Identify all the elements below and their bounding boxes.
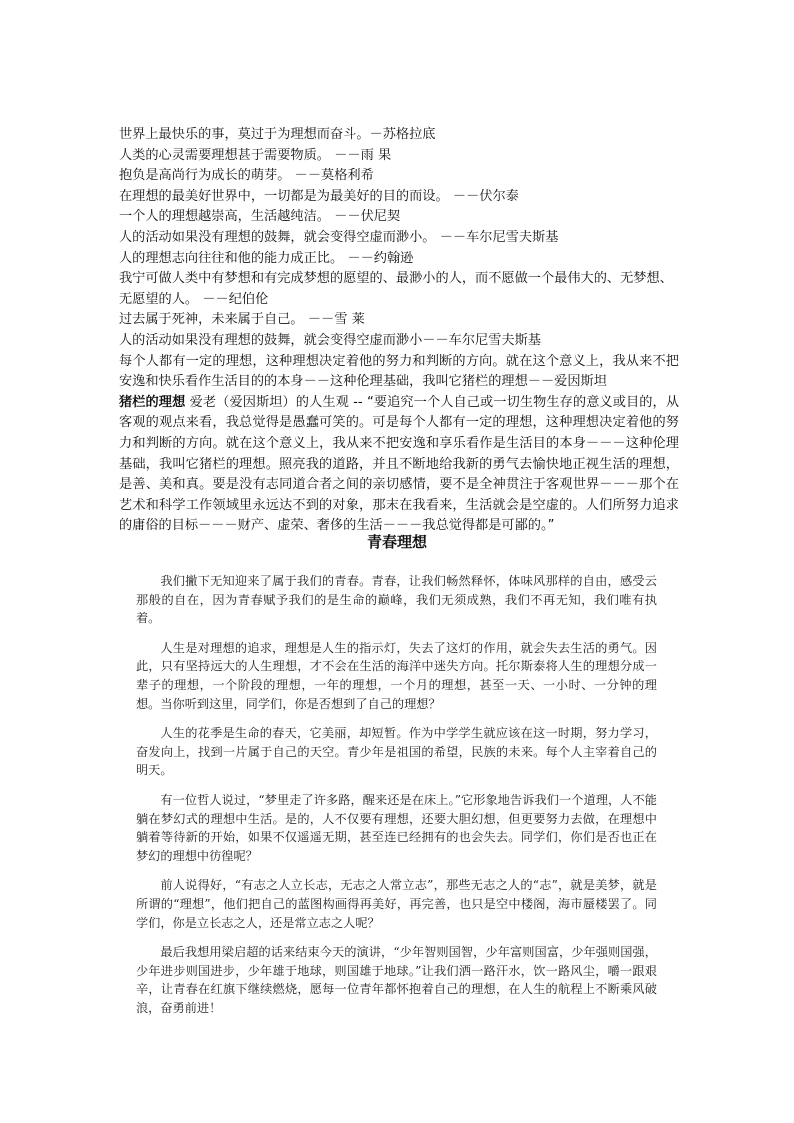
quote-line: 人的活动如果没有理想的鼓舞，就会变得空虚而渺小。 －－车尔尼雪夫斯基 bbox=[119, 229, 559, 245]
essay-paragraph: 人生是对理想的追求，理想是人生的指示灯，失去了这灯的作用，就会失去生活的勇气。因此，只有坚持远大的人生理想，才不会在生活的海洋中迷失方向。托尔斯泰将人生的理想分成一辈子的理想，一个阶段的理想，一年的理想，一个月的理想，甚至一天、一小时、一分钟的理想。当你听到这里，同学们，你是否想到了自己的理想？ bbox=[136, 640, 657, 711]
essay-paragraph: 有一位哲人说过，“梦里走了许多路，醒来还是在床上。”它形象地告诉我们一个道理，人不能躺在梦幻式的理想中生活。是的，人不仅要有理想，还要大胆幻想，但更要努力去做，在理想中躺着等待新的开始，如果不仅遥遥无期，甚至连已经拥有的也会失去。同学们，你们是否也正在梦幻的理想中彷徨呢？ bbox=[136, 792, 657, 863]
quote-line: 我宁可做人类中有梦想和有完成梦想的愿望的、最渺小的人，而不愿做一个最伟大的、无梦想、无愿望的人。 －－纪伯伦 bbox=[119, 271, 673, 307]
einstein-paragraph bbox=[119, 393, 679, 537]
quote-line: 人类的心灵需要理想甚于需要物质。 －－雨 果 bbox=[119, 147, 392, 163]
quote-line: 人的活动如果没有理想的鼓舞，就会变得空虚而渺小－－车尔尼雪夫斯基 bbox=[119, 332, 541, 348]
einstein-text: 爱老（爱因斯坦）的人生观 -- “要追究一个人自己或一切生物生存的意义或目的，从客观的观点来看，我总觉得是愚蠢可笑的。可是每个人都有一定的理想，这种理想决定着他的努力和判断的方向。就在这个意义上，我从来不把安逸和享乐看作是生活目的本身－－－这种伦理基础，我叫它猪栏的理想。照亮我的道路，并且不断地给我新的勇气去愉快地正视生活的理想，是善、美和真。要是没有志同道合者之间的亲切感情，要不是全神贯注于客观世界－－－那个在艺术和科学工作领域里永远达不到的对象，那末在我看来，生活就会是空虚的。人们所努力追求的庸俗的目标－－－财产、虚荣、奢侈的生活－－－我总觉得都是可鄙的。” bbox=[119, 394, 680, 534]
quote-line: 过去属于死神，未来属于自己。 －－雪 莱 bbox=[119, 312, 365, 328]
quote-line: 世界上最快乐的事，莫过于为理想而奋斗。－苏格拉底 bbox=[119, 127, 436, 142]
quote-line: 在理想的最美好世界中，一切都是为最美好的目的而设。 －－伏尔泰 bbox=[119, 188, 519, 204]
essay-body bbox=[136, 572, 657, 1028]
essay-paragraph: 我们撇下无知迎来了属于我们的青春。青春，让我们畅然释怀，体味风那样的自由，感受云那般的自在，因为青春赋予我们的是生命的巅峰，我们无须成熟，我们不再无知，我们唯有执着。 bbox=[136, 574, 657, 626]
quote-line: 人的理想志向往往和他的能力成正比。 －－约翰逊 bbox=[119, 250, 414, 266]
essay-title: 青春理想 bbox=[366, 533, 427, 551]
einstein-bold-term: 猪栏的理想 bbox=[119, 394, 186, 410]
essay-paragraph: 前人说得好，“有志之人立长志，无志之人常立志”，那些无志之人的“志”，就是美梦，就是所谓的“理想”，他们把自己的蓝图构画得再美好，再完善，也只是空中楼阁，海市蜃楼罢了。同学们，你是立长志之人，还是常立志之人呢？ bbox=[136, 878, 657, 930]
quote-line: 每个人都有一定的理想，这种理想决定着他的努力和判断的方向。就在这个意义上，我从来不把安逸和快乐看作生活目的的本身－－这种伦理基础，我叫它猪栏的理想－－爱因斯坦 bbox=[119, 353, 679, 390]
essay-paragraph: 最后我想用梁启超的话来结束今天的演讲，“少年智则国智，少年富则国富，少年强则国强，少年进步则国进步，少年雄于地球，则国雄于地球。”让我们洒一路汗水，饮一路风尘，嚼一跟艰辛，让青春在红旗下继续燃烧，愿每一位青年都怀抱着自己的理想，在人生的航程上不断乘风破浪，奋勇前进！ bbox=[136, 945, 657, 1015]
quote-line: 一个人的理想越崇高，生活越纯洁。 －－伏尼契 bbox=[119, 209, 401, 225]
quotes-section bbox=[119, 125, 679, 537]
essay-paragraph: 人生的花季是生命的春天，它美丽，却短暂。作为中学学生就应该在这一时期，努力学习，奋发向上，找到一片属于自己的天空。青少年是祖国的希望，民族的未来。每个人主宰着自己的明天。 bbox=[136, 726, 657, 778]
quote-line: 抱负是高尚行为成长的萌芽。 －－莫格利希 bbox=[119, 168, 374, 184]
